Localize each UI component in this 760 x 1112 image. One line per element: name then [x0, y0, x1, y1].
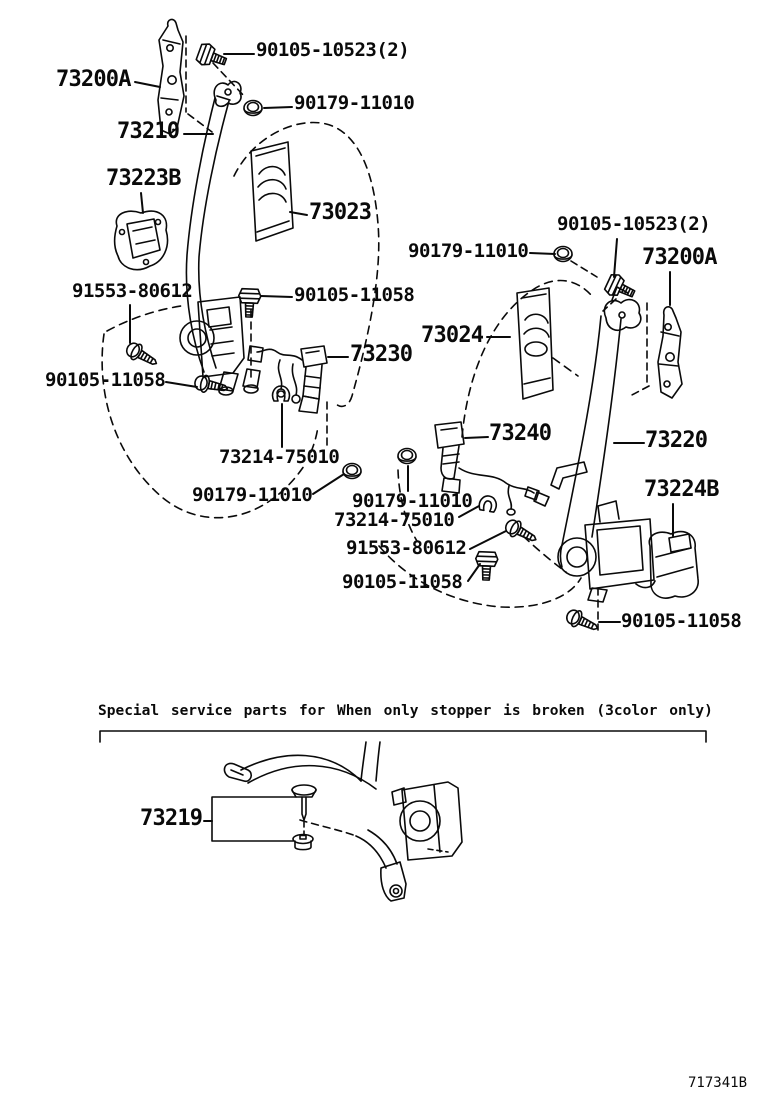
- service-note-bracket: [100, 731, 706, 742]
- part-73200a-left-drawing: [158, 19, 184, 134]
- part-label-90105-11058-a[interactable]: 90105-11058: [294, 284, 415, 306]
- part-73024-drawing: [517, 288, 553, 399]
- push-pin-icon: [292, 785, 316, 820]
- part-label-73224b[interactable]: 73224B: [644, 477, 719, 502]
- bolt-icon: [195, 42, 229, 72]
- part-label-90179-11010-center[interactable]: 90179-11010: [352, 490, 473, 512]
- part-73230-drawing: [248, 346, 327, 413]
- part-label-91553-80612-center[interactable]: 91553-80612: [346, 537, 467, 559]
- part-label-73210[interactable]: 73210: [117, 119, 180, 144]
- part-73023-drawing: [251, 142, 293, 241]
- part-73200a-right-drawing: [658, 307, 682, 398]
- clip-icon: [478, 495, 497, 513]
- flange-nut-icon: [244, 101, 262, 116]
- part-label-91553-80612-left[interactable]: 91553-80612: [72, 280, 193, 302]
- washer-screw-icon: [124, 340, 161, 371]
- part-label-90179-11010-top[interactable]: 90179-11010: [294, 92, 415, 114]
- washer-screw-icon: [503, 517, 540, 548]
- part-73224b-drawing: [649, 532, 698, 598]
- part-label-90105-11058-d[interactable]: 90105-11058: [621, 610, 742, 632]
- part-label-90105-10523-right[interactable]: 90105-10523(2): [557, 213, 711, 235]
- flange-nut-icon: [343, 464, 361, 479]
- part-label-73219[interactable]: 73219: [140, 806, 203, 831]
- special-service-note: Special service parts for When only stopper is broken (3color only): [98, 703, 713, 719]
- figure-code: 717341B: [688, 1075, 748, 1091]
- part-label-90105-11058-c[interactable]: 90105-11058: [342, 571, 463, 593]
- washer-screw-icon: [193, 373, 229, 396]
- part-label-73240[interactable]: 73240: [489, 421, 552, 446]
- part-label-73214-75010-center[interactable]: 73214-75010: [334, 509, 455, 531]
- part-73223b-drawing: [115, 211, 168, 270]
- part-label-73214-75010-left[interactable]: 73214-75010: [219, 446, 340, 468]
- part-label-90179-11010-right[interactable]: 90179-11010: [408, 240, 529, 262]
- part-label-73220[interactable]: 73220: [645, 428, 708, 453]
- part-label-90105-10523-left[interactable]: 90105-10523(2): [256, 39, 410, 61]
- bolt-icon: [603, 272, 638, 304]
- part-label-73223b[interactable]: 73223B: [106, 166, 181, 191]
- part-label-90105-11058-b[interactable]: 90105-11058: [45, 369, 166, 391]
- part-label-73200a-right[interactable]: 73200A: [642, 245, 717, 270]
- part-label-73200a-left[interactable]: 73200A: [56, 67, 131, 92]
- part-label-90179-11010-left[interactable]: 90179-11010: [192, 484, 313, 506]
- flange-nut-icon: [554, 247, 572, 262]
- service-part-73219-drawing: [212, 742, 462, 901]
- part-label-73024[interactable]: 73024: [421, 323, 484, 348]
- washer-screw-icon: [564, 607, 601, 636]
- part-label-73230[interactable]: 73230: [350, 342, 413, 367]
- right-retractor-drawing: [558, 501, 655, 602]
- part-73220-belt-drawing: [562, 287, 641, 545]
- stopper-nut-icon: [293, 835, 313, 850]
- part-label-73023[interactable]: 73023: [309, 200, 372, 225]
- flange-nut-icon: [398, 449, 416, 464]
